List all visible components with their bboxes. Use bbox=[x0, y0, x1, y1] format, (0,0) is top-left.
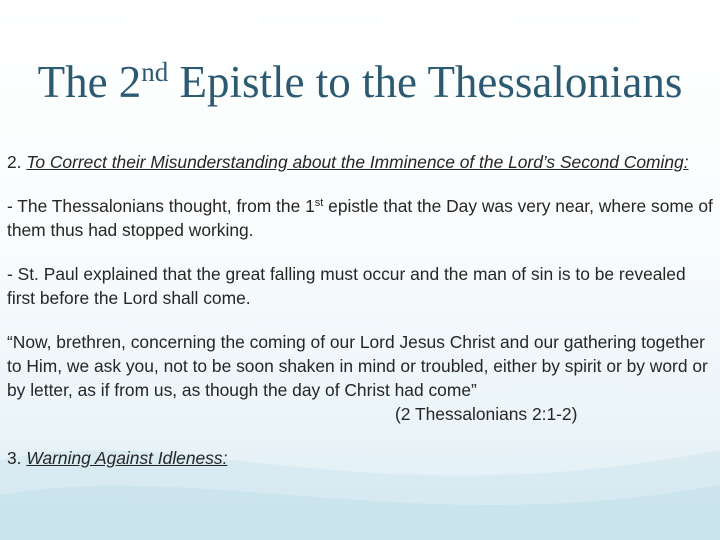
title-superscript: nd bbox=[141, 57, 169, 87]
bullet-1 bbox=[7, 194, 713, 242]
bullet-1-superscript: st bbox=[314, 197, 324, 209]
quote-citation bbox=[7, 402, 713, 426]
point-2-number: 2. bbox=[7, 152, 27, 172]
point-3 bbox=[7, 446, 713, 470]
point-3-number: 3. bbox=[7, 448, 27, 468]
point-3-heading: Warning Against Idleness: bbox=[26, 448, 228, 468]
slide-title bbox=[0, 58, 720, 108]
bullet-2 bbox=[7, 262, 713, 310]
scripture-quote bbox=[7, 330, 713, 402]
bullet-1-text-start: - The Thessalonians thought, from the 1 bbox=[7, 196, 315, 216]
citation-text: (2 Thessalonians 2:1-2) bbox=[395, 404, 578, 424]
bullet-1-text-end: epistle that the Day was very near, where some of them thus had stopped working. bbox=[7, 196, 713, 240]
bullet-2-text: - St. Paul explained that the great falling must occur and the man of sin is to be revealed first before the Lord shall come. bbox=[7, 264, 686, 308]
title-suffix: Epistle to the Thessalonians bbox=[168, 57, 683, 107]
title-prefix: The 2 bbox=[37, 57, 142, 107]
slide-body bbox=[7, 150, 713, 470]
point-2 bbox=[7, 150, 713, 174]
quote-text: “Now, brethren, concerning the coming of our Lord Jesus Christ and our gathering together to Him, we ask you, not to be soon shaken in mind or troubled, either by spirit or by word or by letter, as if from us, as though the day of Christ had come” bbox=[7, 332, 708, 400]
point-2-heading: To Correct their Misunderstanding about the Imminence of the Lord’s Second Coming: bbox=[26, 152, 689, 172]
